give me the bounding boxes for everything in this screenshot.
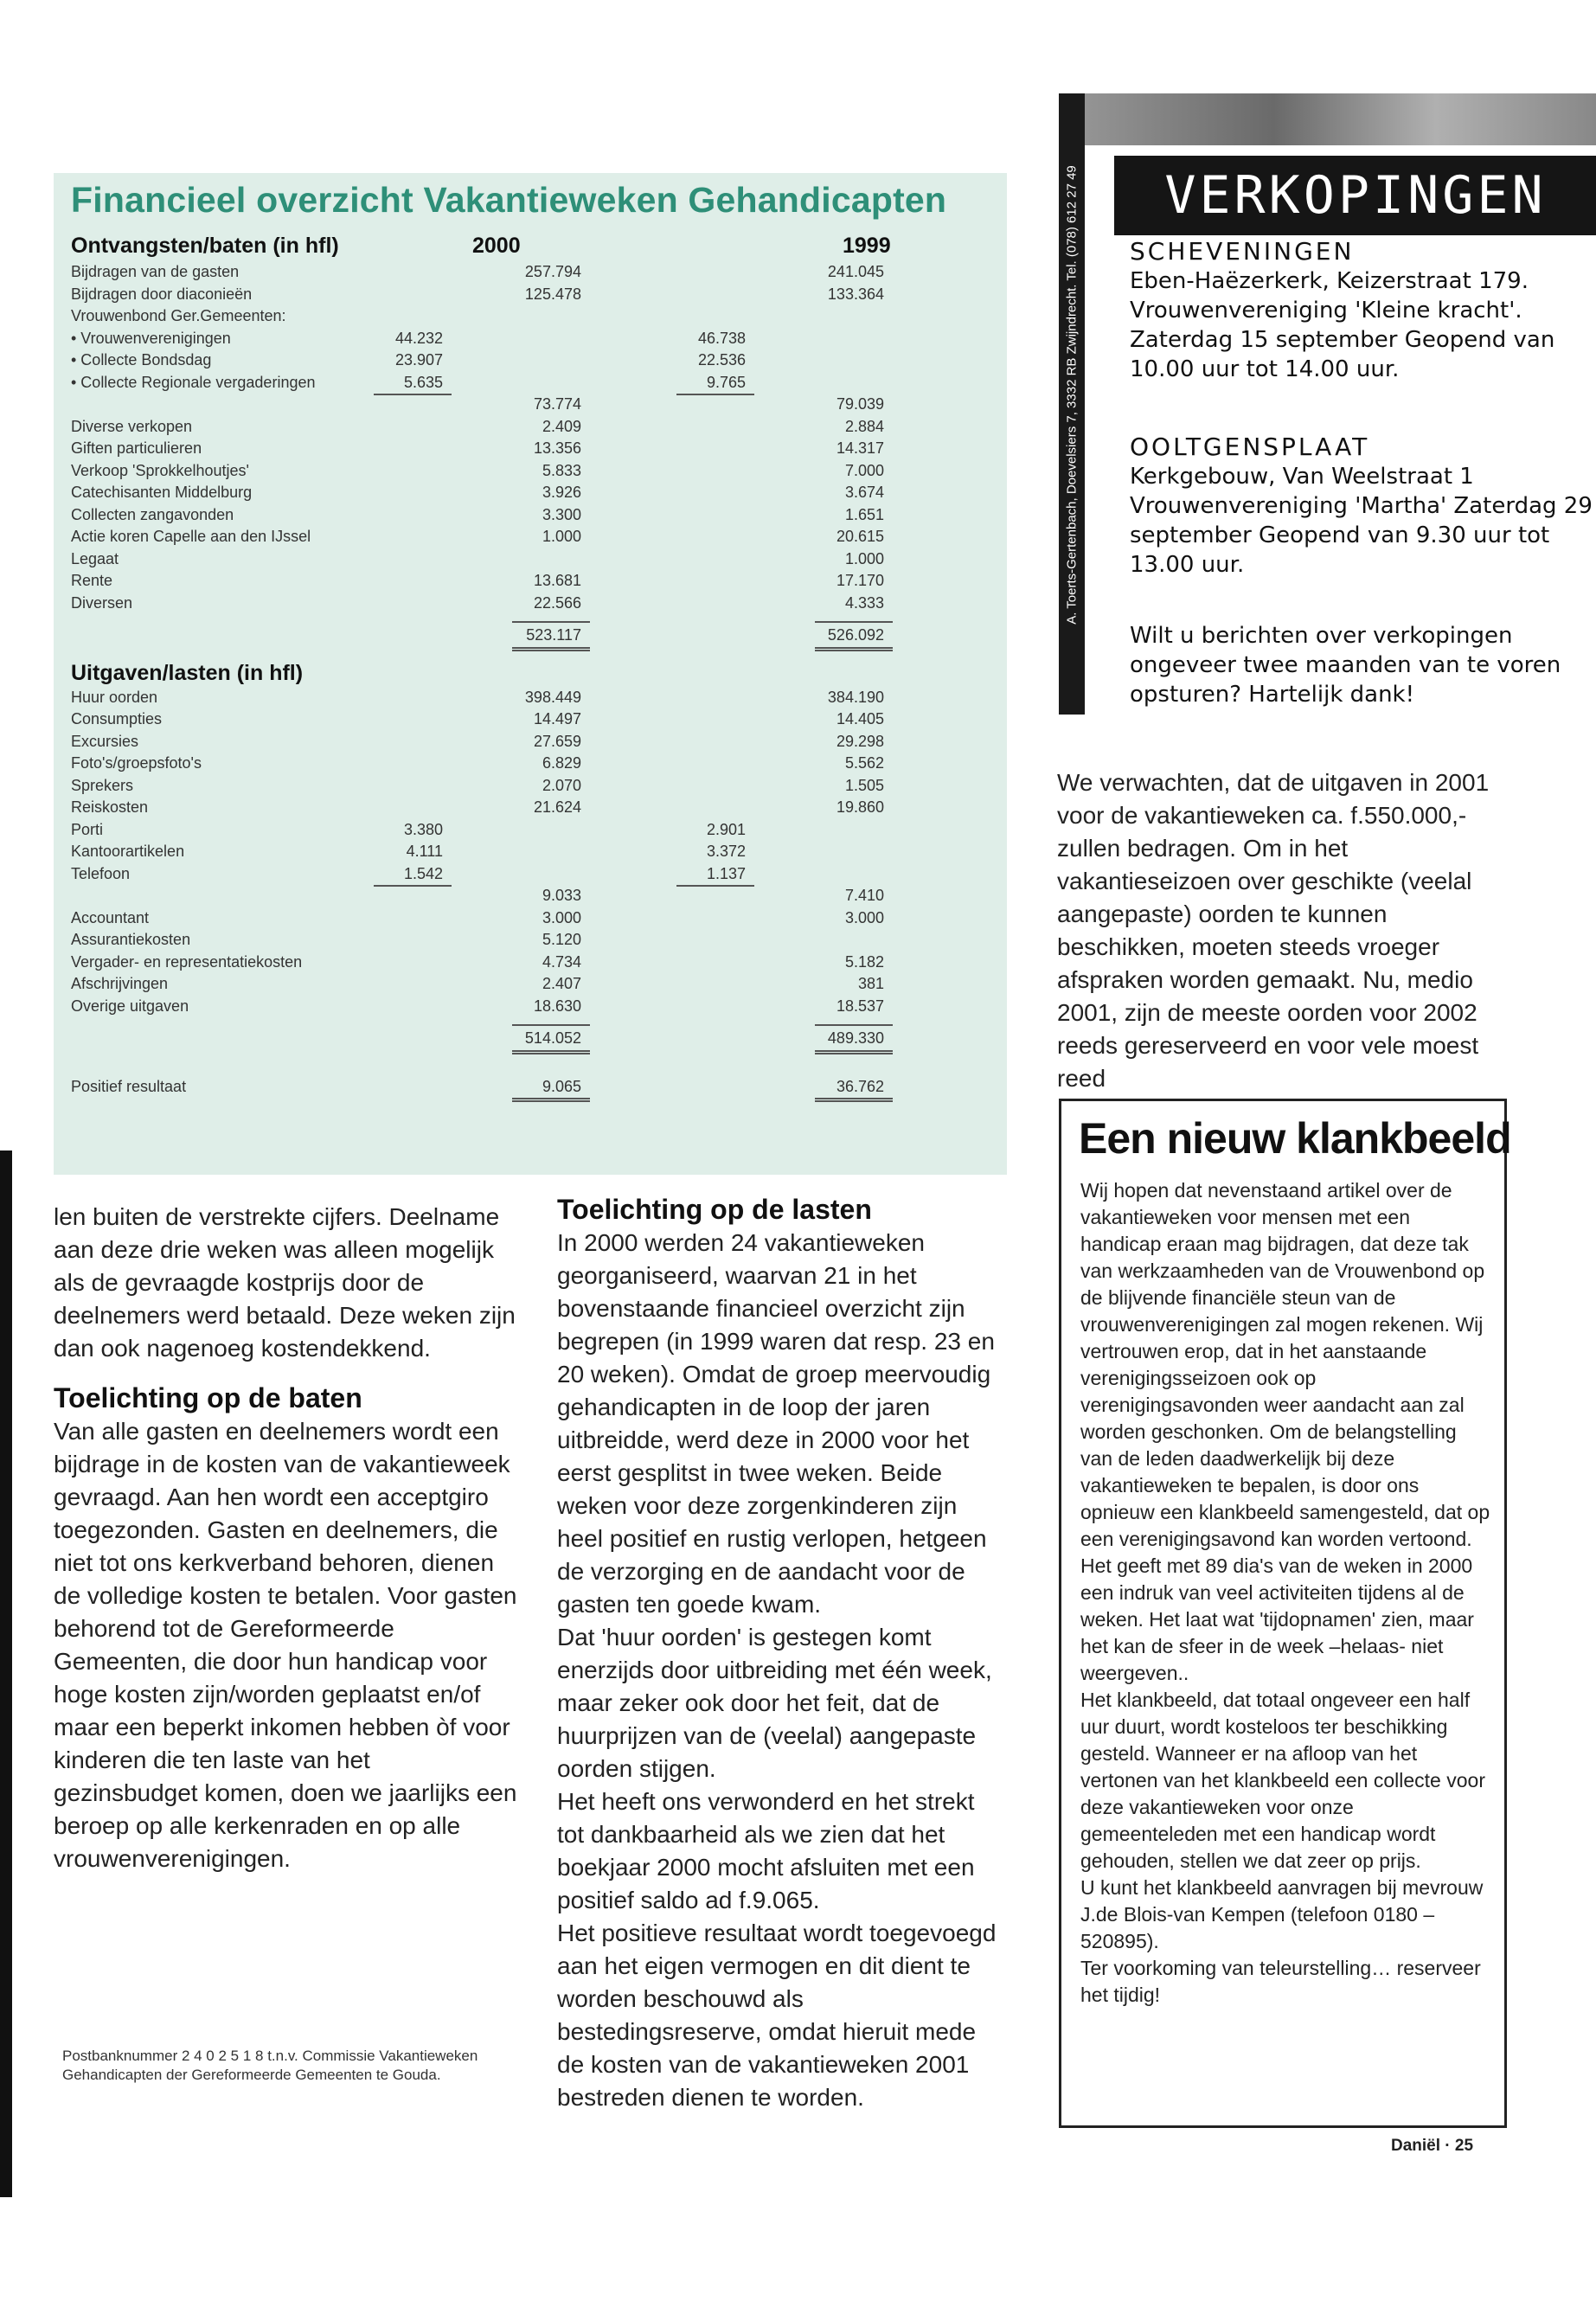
table-row [54, 307, 1007, 330]
table-row [54, 931, 1007, 953]
table-row [54, 909, 1007, 932]
row-label: Verkoop 'Sprokkelhoutjes' [71, 461, 249, 479]
page-edge-strip [0, 1150, 12, 2197]
row-label: Accountant [71, 908, 150, 926]
row-value-c3: 2.901 [706, 820, 746, 838]
ooltgensplaat-details: Kerkgebouw, Van Weelstraat 1 Vrouwenvereniging 'Martha' Zaterdag 29 september Geopend van 9.30 uur tot 13.00 uur. [1130, 464, 1593, 578]
row-value-c1: 5.635 [403, 373, 443, 391]
row-value-c4: 79.039 [836, 395, 884, 413]
table-row [54, 418, 1007, 440]
table-row [54, 777, 1007, 799]
postbank-note: Postbanknummer 2 4 0 2 5 1 8 t.n.v. Commissie Vakantieweken Gehandicapten der Gereformeerde Gemeenten te Gouda. [62, 2048, 478, 2083]
row-value-c4: 7.000 [844, 461, 884, 479]
row-label: Actie koren Capelle aan den IJssel [71, 528, 311, 545]
table-row [54, 689, 1007, 711]
row-label: • Vrouwenverenigingen [71, 329, 231, 347]
row-value-c4: 5.182 [844, 952, 884, 971]
row-label: Legaat [71, 549, 119, 567]
row-value-c4: 384.190 [827, 688, 884, 706]
verkopingen-banner: VERKOPINGEN [1114, 156, 1596, 235]
row-value-c4: 526.092 [827, 626, 884, 644]
year-2000-header: 2000 [472, 234, 521, 258]
row-value-c1: 1.542 [403, 864, 443, 882]
row-value-c4: 5.562 [844, 754, 884, 772]
scheveningen-details: Eben-Haëzerkerk, Keizerstraat 179. Vrouwenvereniging 'Kleine kracht'. Zaterdag 15 september Geopend van 10.00 uur tot 14.00 uur. [1130, 268, 1555, 382]
row-label: Kantoorartikelen [71, 843, 185, 860]
row-value-c2: 5.833 [542, 461, 581, 479]
klankbeeld-paragraph-3: U kunt het klankbeeld aanvragen bij mevrouw J.de Blois-van Kempen (telefoon 0180 – 520895). [1080, 1876, 1484, 1952]
row-label: Sprekers [71, 776, 134, 794]
row-value-c4: 4.333 [844, 593, 884, 612]
row-label: Bijdragen door diaconieën [71, 285, 253, 303]
row-label: Vrouwenbond Ger.Gemeenten: [71, 307, 286, 324]
row-label: Giften particulieren [71, 439, 202, 457]
year-1999-header: 1999 [843, 234, 891, 258]
row-value-c2: 13.356 [533, 439, 581, 457]
klankbeeld-paragraph-1: Wij hopen dat nevenstaand artikel over de vakantieweken voor mensen met een handicap eraan mag bijdragen, dat deze tak van werkzaamheden van de Vrouwenbond op de blijvende financiële steun van de vrouwenverenigingen zal mogen rekenen. Wij vertrouwen erop, dat in het aanstaande verenigingsseizoen ook op verenigingsavonden weer aandacht aan zal worden geschonken. Om de belangstelling van de leden daadwerkelijk bij deze vakantieweken te bepalen, is door ons opnieuw een klankbeeld samengesteld, dat op een verenigingsavond kan worden vertoond. Het geeft met 89 dia's van de weken in 2000 een indruk van veel activiteiten tijdens al de weken. Het laat wat 'tijdopnamen' zien, maar het kan de sfeer in de week –helaas- niet weergeven.. [1080, 1179, 1490, 1684]
financial-title: Financieel overzicht Vakantieweken Gehandicapten [71, 180, 947, 220]
table-row [54, 351, 1007, 374]
table-row [54, 798, 1007, 821]
row-label: • Collecte Bondsdag [71, 351, 212, 369]
row-value-c2: 4.734 [542, 952, 581, 971]
verkopingen-box [1059, 93, 1596, 715]
table-row [54, 953, 1007, 976]
row-value-c4: 1.505 [844, 776, 884, 794]
table-row [54, 594, 1007, 617]
row-value-c2: 523.117 [526, 626, 581, 644]
row-value-c4: 489.330 [827, 1029, 884, 1047]
row-value-c2: 9.065 [542, 1077, 581, 1095]
row-value-c2: 27.659 [533, 732, 581, 750]
article-column-middle [557, 1192, 1007, 2114]
sum-rule [815, 621, 893, 623]
row-value-c3: 3.372 [706, 843, 746, 860]
table-row [54, 550, 1007, 573]
row-label: Diversen [71, 593, 133, 612]
header-photo-strip [1059, 93, 1596, 145]
table-row [54, 975, 1007, 997]
row-label: Overige uitgaven [71, 997, 189, 1015]
table-row [54, 484, 1007, 506]
row-value-c2: 14.497 [533, 710, 581, 727]
lasten-paragraph-1: In 2000 werden 24 vakantieweken georganiseerd, waarvan 21 in het bovenstaande financieel overzicht zijn begrepen (in 1999 waren dat resp. 23 en 20 weken). Omdat de groep meervoudig gehandicapten in de loop der jaren uitbreidde, werd deze in 2000 voor het eerst gesplitst in twee weken. Beide weken voor deze zorgenkinderen zijn heel positief en rustig verlopen, hetgeen de verzorging en de aandacht voor de gasten ten goede kwam. [557, 1229, 995, 1618]
row-value-c2: 21.624 [533, 798, 581, 816]
table-row [54, 997, 1007, 1020]
row-value-c4: 29.298 [836, 732, 884, 750]
table-row [54, 374, 1007, 396]
row-value-c2: 257.794 [524, 263, 581, 280]
article-column-right [1057, 766, 1507, 1095]
row-value-c2: 2.409 [542, 417, 581, 435]
expectation-text: We verwachten, dat de uitgaven in 2001 voor de vakantieweken ca. f.550.000,- zullen bedragen. Om in het vakantieseizoen over geschikte (veelal aangepaste) oorden te kunnen beschikken, moeten steeds vroeger afspraken worden gemaakt. Nu, medio 2001, zijn de meeste oorden voor 2002 reeds gereserveerd en voor vele moest reed [1057, 769, 1490, 1092]
table-row [54, 528, 1007, 550]
row-value-c4: 241.045 [827, 263, 884, 280]
row-label: Collecten zangavonden [71, 505, 234, 523]
sum-rule [512, 1024, 590, 1026]
row-label: Diverse verkopen [71, 417, 193, 435]
sum-rule [512, 621, 590, 623]
row-value-c4: 381 [857, 975, 884, 992]
row-value-c2: 9.033 [542, 887, 581, 904]
klankbeeld-box [1059, 1099, 1511, 2128]
contact-side-bar [1059, 93, 1085, 715]
row-value-c2: 2.070 [542, 776, 581, 794]
row-value-c3: 46.738 [697, 329, 746, 347]
row-value-c4: 18.537 [836, 997, 884, 1015]
klankbeeld-title: Een nieuw klankbeeld [1079, 1114, 1511, 1163]
row-value-c4: 3.000 [844, 908, 884, 926]
row-value-c4: 19.860 [836, 798, 884, 816]
row-value-c2: 125.478 [524, 285, 581, 303]
row-label: • Collecte Regionale vergaderingen [71, 373, 316, 391]
row-value-c4: 133.364 [827, 285, 884, 303]
page-footer: Daniël · 25 [1391, 2137, 1474, 2155]
row-label: Huur oorden [71, 688, 158, 706]
city-ooltgensplaat: OOLTGENSPLAAT [1130, 433, 1370, 461]
row-label: Vergader- en representatiekosten [71, 952, 303, 971]
row-value-c2: 13.681 [533, 572, 581, 589]
row-value-c4: 36.762 [836, 1077, 884, 1095]
financial-overview-box [54, 173, 1007, 1175]
klankbeeld-paragraph-2: Het klankbeeld, dat totaal ongeveer een half uur duurt, wordt kosteloos ter beschikking gesteld. Wanneer er na afloop van het vertonen van het klankbeeld een collecte voor deze vakantieweken voor onze gemeenteleden met een handicap wordt gehouden, stellen we dat zeer op prijs. [1080, 1689, 1485, 1872]
expense-header: Uitgaven/lasten (in hfl) [71, 660, 304, 685]
heading-baten: Toelichting op de baten [54, 1382, 362, 1413]
article-column-left [54, 1201, 521, 1875]
row-label: Positief resultaat [71, 1077, 187, 1095]
row-value-c1: 4.111 [406, 843, 443, 860]
double-rule [512, 1098, 590, 1102]
row-value-c2: 3.926 [542, 484, 581, 501]
row-label: Porti [71, 820, 104, 838]
row-value-c4: 14.405 [836, 710, 884, 727]
row-label: Excursies [71, 732, 139, 750]
row-label: Rente [71, 572, 113, 589]
table-row [54, 330, 1007, 352]
table-row [54, 572, 1007, 594]
row-label: Assurantiekosten [71, 931, 191, 948]
table-row [54, 843, 1007, 865]
row-value-c2: 6.829 [542, 754, 581, 772]
row-value-c2: 1.000 [542, 528, 581, 545]
row-value-c3: 22.536 [697, 351, 746, 369]
row-value-c4: 17.170 [836, 572, 884, 589]
row-label: Telefoon [71, 864, 131, 882]
table-row [54, 263, 1007, 285]
table-row [54, 821, 1007, 843]
row-value-c3: 9.765 [706, 373, 746, 391]
income-subtotal-row [54, 395, 1007, 418]
double-rule [512, 647, 590, 651]
row-value-c2: 22.566 [533, 593, 581, 612]
row-value-c2: 18.630 [533, 997, 581, 1015]
row-value-c2: 73.774 [533, 395, 581, 413]
lasten-paragraph-2: Dat 'huur oorden' is gestegen komt enerzijds door uitbreiding met één week, maar zeker ook door het feit, dat de huurprijzen van de (veelal) aangepaste oorden stijgen. [557, 1624, 992, 1782]
contact-address: A. Toerts-Gertenbach, Doevelsiers 7, 3332 RB Zwijndrecht. Tel. (078) 612 27 49 [1064, 165, 1080, 625]
row-value-c4: 3.674 [844, 484, 884, 501]
row-label: Foto's/groepsfoto's [71, 754, 202, 772]
row-value-c1: 44.232 [394, 329, 443, 347]
row-value-c4: 20.615 [836, 528, 884, 545]
expense-total-row [54, 1029, 1007, 1052]
table-row [54, 710, 1007, 733]
baten-text: Van alle gasten en deelnemers wordt een bijdrage in de kosten van de vakantieweek gevraagd. Aan hen wordt een acceptgiro toegezonden. Gasten en deelnemers, die niet tot ons kerkverband behoren, dienen de volledige kosten te betalen. Voor gasten behorend tot de Gereformeerde Gemeenten, die door hun handicap voor hoge kosten zijn/worden geplaatst en/of maar een beperkt inkomen hebben òf voor kinderen die ten laste van het gezinsbudget komen, doen we jaarlijks een beroep op alle kerkenraden en op alle vrouwenverenigingen. [54, 1418, 517, 1872]
row-label: Reiskosten [71, 798, 149, 816]
result-row [54, 1078, 1007, 1100]
table-row [54, 439, 1007, 462]
table-row [54, 462, 1007, 484]
row-value-c3: 1.137 [706, 864, 746, 882]
row-label: Catechisanten Middelburg [71, 484, 253, 501]
row-value-c4: 1.651 [844, 505, 884, 523]
row-value-c4: 7.410 [844, 887, 884, 904]
lasten-paragraph-4: Het positieve resultaat wordt toegevoegd aan het eigen vermogen en dit dient te worden beschouwd als bestedingsreserve, omdat hieruit mede de kosten van de vakantieweken 2001 bestreden dienen te worden. [557, 1920, 997, 2111]
sum-rule [815, 1024, 893, 1026]
row-value-c4: 1.000 [844, 549, 884, 567]
table-row [54, 506, 1007, 529]
double-rule [512, 1050, 590, 1054]
city-scheveningen: SCHEVENINGEN [1130, 237, 1355, 266]
income-total-row [54, 626, 1007, 649]
double-rule [815, 1098, 893, 1102]
row-value-c2: 3.300 [542, 505, 581, 523]
lasten-paragraph-3: Het heeft ons verwonderd en het strekt tot dankbaarheid als we zien dat het boekjaar 2000 mocht afsluiten met een positief saldo ad f.9.065. [557, 1788, 975, 1913]
table-row [54, 865, 1007, 888]
article-intro-text: len buiten de verstrekte cijfers. Deelname aan deze drie weken was alleen mogelijk als de gevraagde kostprijs door de deelnemers werd betaald. Deze weken zijn dan ook nagenoeg kostendekkend. [54, 1203, 516, 1362]
row-value-c1: 3.380 [403, 820, 443, 838]
klankbeeld-paragraph-4: Ter voorkoming van teleurstelling… reserveer het tijdig! [1080, 1957, 1481, 2006]
row-value-c4: 2.884 [844, 417, 884, 435]
row-label: Bijdragen van de gasten [71, 263, 240, 280]
row-value-c4: 14.317 [836, 439, 884, 457]
row-value-c2: 5.120 [542, 931, 581, 948]
row-value-c2: 3.000 [542, 908, 581, 926]
income-header: Ontvangsten/baten (in hfl) [71, 234, 339, 258]
verkopingen-request: Wilt u berichten over verkopingen ongeveer twee maanden van te voren opsturen? Hartelijk dank! [1130, 623, 1561, 708]
table-row [54, 754, 1007, 777]
row-value-c1: 23.907 [394, 351, 443, 369]
row-value-c2: 2.407 [542, 975, 581, 992]
heading-lasten: Toelichting op de lasten [557, 1194, 872, 1225]
klankbeeld-body [1080, 1177, 1494, 2009]
double-rule [815, 647, 893, 651]
row-value-c2: 398.449 [524, 688, 581, 706]
row-label: Afschrijvingen [71, 975, 169, 992]
double-rule [815, 1050, 893, 1054]
expense-subtotal-row [54, 887, 1007, 909]
row-label: Consumpties [71, 710, 163, 727]
table-row [54, 733, 1007, 755]
row-value-c2: 514.052 [524, 1029, 581, 1047]
table-row [54, 285, 1007, 308]
